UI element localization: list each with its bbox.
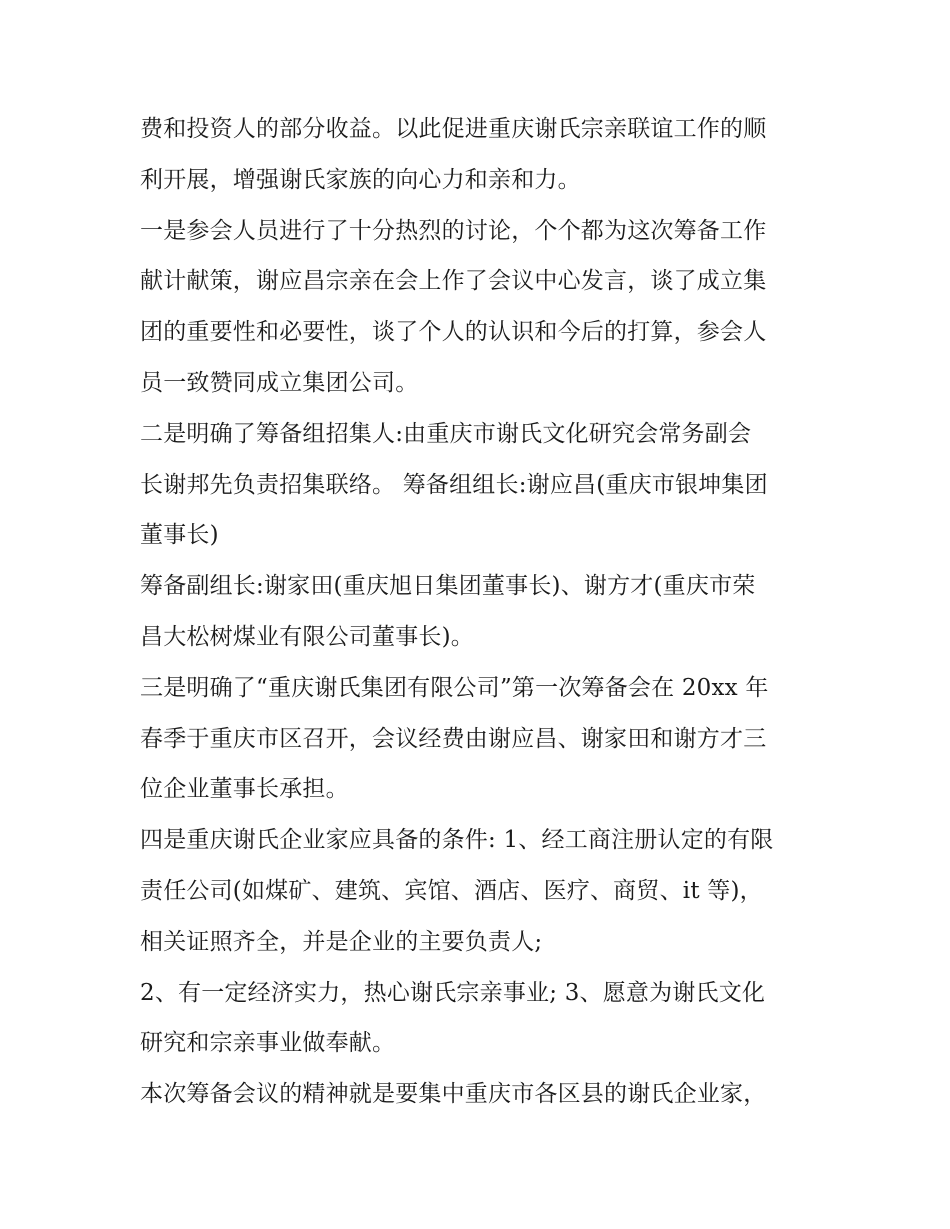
text-line: 筹备副组长:谢家田(重庆旭日集团董事长)、谢方才(重庆市荣	[140, 573, 756, 600]
text-line: 责任公司(如煤矿、建筑、宾馆、酒店、医疗、商贸、it 等)，	[140, 877, 763, 904]
text-line: 利开展，增强谢氏家族的向心力和亲和力。	[140, 166, 581, 193]
text-line: 长谢邦先负责招集联络。 筹备组组长:谢应昌(重庆市银坤集团	[140, 471, 768, 498]
text-line: 本次筹备会议的精神就是要集中重庆市各区县的谢氏企业家，	[140, 1081, 767, 1108]
text-line: 四是重庆谢氏企业家应具备的条件: 1、经工商注册认定的有限	[140, 827, 774, 854]
text-line: 团的重要性和必要性，谈了个人的认识和今后的打算，参会人	[140, 319, 767, 346]
text-line: 一是参会人员进行了十分热烈的讨论，个个都为这次筹备工作	[140, 217, 767, 244]
text-line: 位企业董事长承担。	[140, 776, 349, 803]
text-line: 献计献策，谢应昌宗亲在会上作了会议中心发言，谈了成立集	[140, 268, 767, 295]
text-line: 研究和宗亲事业做奉献。	[140, 1030, 396, 1057]
text-line: 相关证照齐全，并是企业的主要负责人;	[140, 928, 543, 955]
text-line: 董事长)	[140, 522, 219, 549]
text-line: 2、有一定经济实力，热心谢氏宗亲事业; 3、愿意为谢氏文化	[140, 979, 766, 1006]
text-line: 二是明确了筹备组招集人:由重庆市谢氏文化研究会常务副会	[140, 420, 752, 447]
document-body	[140, 104, 820, 1120]
text-line: 昌大松树煤业有限公司董事长)。	[140, 623, 474, 650]
text-line: 春季于重庆市区召开，会议经费由谢应昌、谢家田和谢方才三	[140, 725, 767, 752]
text-line: 费和投资人的部分收益。以此促进重庆谢氏宗亲联谊工作的顺	[140, 116, 767, 142]
text-line: 员一致赞同成立集团公司。	[140, 369, 419, 396]
text-line: 三是明确了“重庆谢氏集团有限公司”第一次筹备会在 20xx 年	[140, 674, 769, 701]
